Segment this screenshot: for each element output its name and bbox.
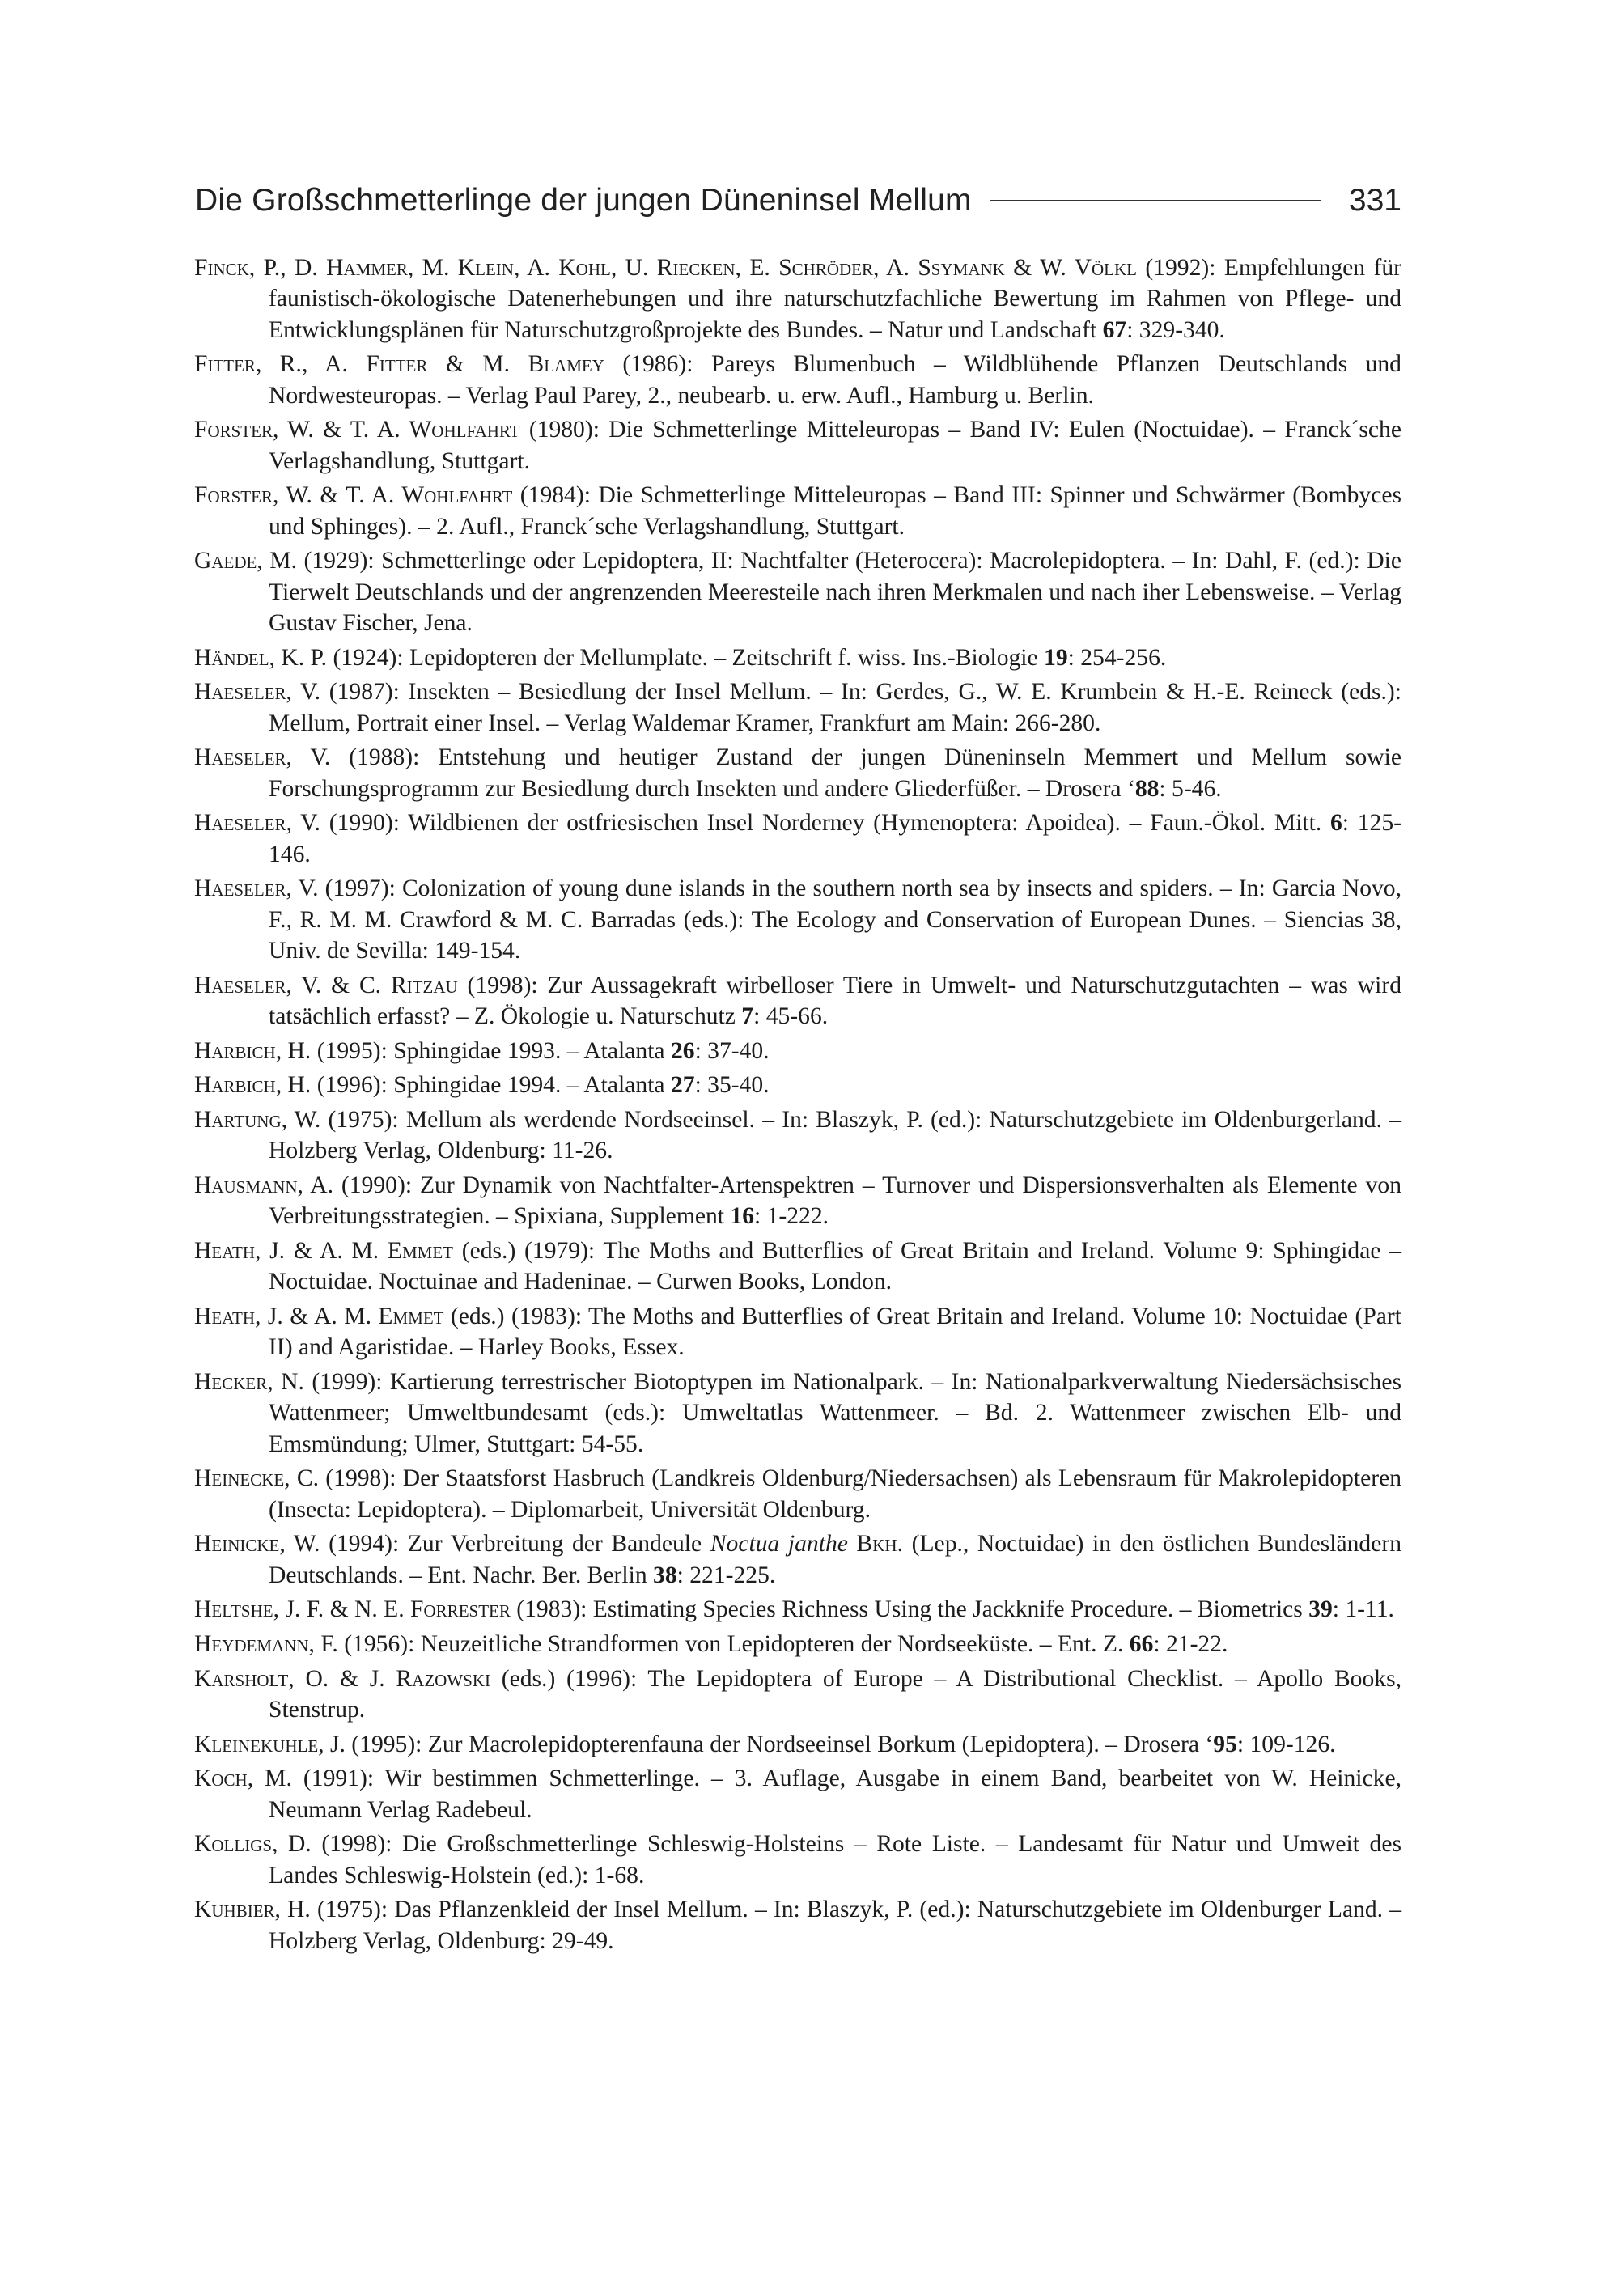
reference-text: (eds.) (1983): The Moths and Butterflies of Great Britain and Ireland. Volume 10: Noctuidae (Part II) and Agaristidae. – Harley Books, Essex. [269,1303,1401,1361]
reference-text: (eds.) (1996): The Lepidoptera of Europe – A Distributional Checklist. – Apollo Books, Stenstrup. [269,1665,1401,1723]
reference-entry [194,1729,1401,1760]
reference-entry [194,642,1401,673]
reference-volume: 19 [1044,644,1068,671]
reference-pages: : 125-146. [269,810,1401,867]
reference-volume: 95 [1213,1731,1237,1757]
reference-author: Fitter, R., A. Fitter & M. Blamey [194,351,604,378]
reference-text: (1992): Empfehlungen für faunistisch-ökologische Datenerhebungen und ihre naturschutzfachliche Bewertung im Rahmen von Pflege- und Entwicklungsplänen für Naturschutzgroßprojekte des Bundes. – Natur und Landschaft [269,255,1402,343]
reference-pages: : 1-222. [753,1203,829,1230]
reference-entry [194,1367,1402,1460]
reference-text: (1999): Kartierung terrestrischer Biotoptypen im Nationalpark. – In: Nationalparkverwaltung Niedersächsisches Wattenmeer; Umweltbundesamt (eds.): Umweltatlas Wattenmeer. – Bd. 2. Wattenmeer zwischen Elb- und Emsmündung; Ulmer, Stuttgart: 54-55. [269,1369,1402,1457]
reference-text: (1991): Wir bestimmen Schmetterlinge. – 3. Auflage, Ausgabe in einem Band, bearbeitet von W. Heinicke, Neumann Verlag Radebeul. [269,1765,1401,1823]
reference-entry [194,1594,1401,1625]
reference-volume: 27 [670,1072,695,1099]
reference-text: (1984): Die Schmetterlinge Mitteleuropas – Band III: Spinner und Schwärmer (Bombyces und Sphinges). – 2. Aufl., Franck´sche Verlagshandlung, Stuttgart. [269,482,1401,540]
reference-author: Finck, P., D. Hammer, M. Klein, A. Kohl, U. Riecken, E. Schröder, A. Ssymank & W. Völkl [194,255,1137,281]
reference-list [194,252,1402,1960]
reference-text: (1986): Pareys Blumenbuch – Wildblühende Pflanzen Deutschlands und Nordwesteuropas. – Verlag Paul Parey, 2., neubearb. u. erw. Aufl., Hamburg u. Berlin. [269,351,1401,409]
reference-entry [194,1763,1401,1825]
reference-pages: : 45-66. [753,1003,829,1030]
reference-text: (1997): Colonization of young dune islands in the southern north sea by insects and spiders. – In: Garcia Novo, F., R. M. M. Crawford & M. C. Barradas (eds.): The Ecology and Conservation of European Dunes. – Siencias 38, Univ. de Sevilla: 149-154. [269,875,1401,964]
reference-text: (1929): Schmetterlinge oder Lepidoptera, II: Nachtfalter (Heterocera): Macrolepidoptera. – In: Dahl, F. (ed.): Die Tierwelt Deutschlands und der angrenzenden Meeresteile nach ihren Merkmalen und nach iher Lebensweise. – Verlag Gustav Fischer, Jena. [269,548,1401,637]
reference-author: Harbich, H. [194,1037,312,1064]
running-title: Die Großschmetterlinge der jungen Düneninsel Mellum [195,183,972,218]
reference-pages: : 221-225. [676,1562,776,1588]
reference-pages: : 109-126. [1236,1731,1336,1757]
reference-text: (1988): Entstehung und heutiger Zustand der jungen Düneninseln Memmert und Mellum sowie Forschungsprogramm zur Besiedlung durch Insekten und andere Gliederfüßer. – Drosera ‘ [269,744,1401,802]
reference-entry [194,1894,1401,1956]
reference-entry [194,545,1401,638]
reference-author: Heinicke, W. [194,1531,320,1558]
reference-author: Forster, W. & T. A. Wohlfahrt [194,482,513,509]
page-number: 331 [1348,183,1401,218]
reference-text: (1924): Lepidopteren der Mellumplate. – Zeitschrift f. wiss. Ins.-Biologie [327,644,1045,671]
reference-author: Haeseler, V. [194,875,319,902]
reference-author: Haeseler, V. [194,810,321,837]
reference-text: (1980): Die Schmetterlinge Mitteleuropas – Band IV: Eulen (Noctuidae). – Franck´sche Verlagshandlung, Stuttgart. [269,417,1401,474]
running-header [195,176,1401,225]
reference-author: Heltshe, J. F. & N. E. Forrester [194,1596,511,1623]
reference-pages: : 5-46. [1159,775,1222,802]
reference-entry [194,1829,1401,1891]
reference-volume: 6 [1330,810,1342,837]
reference-author: Händel, K. P. [194,644,328,671]
reference-text: (1987): Insekten – Besiedlung der Insel Mellum. – In: Gerdes, G., W. E. Krumbein & H.-E. Reineck (eds.): Mellum, Portrait einer Insel. – Verlag Waldemar Kramer, Frankfurt am Main: 266-280. [269,679,1401,736]
reference-text: (1996): Sphingidae 1994. – Atalanta [311,1072,671,1099]
reference-text: (1990): Zur Dynamik von Nachtfalter-Artenspektren – Turnover und Dispersionsverhalten als Elemente von Verbreitungsstrategien. – Spixiana, Supplement [269,1172,1401,1230]
reference-pages: : 37-40. [694,1037,770,1064]
reference-pages: : 329-340. [1126,316,1225,343]
reference-entry [194,1629,1401,1659]
reference-entry [194,480,1401,542]
reference-entry [194,1301,1401,1363]
reference-author: Kuhbier, H. [194,1897,311,1923]
reference-author: Haeseler, V. [194,744,331,771]
reference-author: Kolligs, D. [194,1831,312,1858]
reference-taxon: Noctua janthe [710,1531,848,1558]
reference-entry [194,742,1401,804]
reference-text: (1998): Zur Aussagekraft wirbelloser Tiere in Umwelt- und Naturschutzgutachten – was wird tatsächlich erfasst? – Z. Ökologie u. Naturschutz [269,972,1401,1030]
header-rule [990,200,1321,201]
reference-entry [194,807,1401,870]
reference-entry [194,1528,1402,1591]
reference-author: Harbich, H. [194,1072,312,1099]
reference-author: Hartung, W. [194,1107,321,1133]
reference-author: Heydemann, F. [194,1631,338,1657]
reference-entry [194,414,1401,477]
reference-text: (1956): Neuzeitliche Strandformen von Lepidopteren der Nordseeküste. – Ent. Z. [337,1631,1130,1657]
reference-volume: 26 [670,1037,695,1064]
reference-volume: 39 [1308,1596,1333,1623]
reference-text: (1995): Sphingidae 1993. – Atalanta [311,1037,671,1064]
reference-pages: : 21-22. [1153,1631,1228,1657]
reference-entry [194,676,1401,739]
reference-entry [194,970,1401,1032]
reference-volume: 88 [1134,775,1160,802]
reference-author: Haeseler, V. & C. Ritzau [194,972,458,998]
reference-entry [194,349,1401,411]
reference-entry [194,873,1401,966]
reference-author: Forster, W. & T. A. Wohlfahrt [194,417,520,443]
reference-entry [194,1463,1401,1525]
reference-entry [194,1236,1402,1298]
reference-entry [194,1070,1401,1100]
reference-author: Karsholt, O. & J. Razowski [194,1665,490,1692]
reference-text: (1975): Mellum als werdende Nordseeinsel. – In: Blaszyk, P. (ed.): Naturschutzgebiete im Oldenburgerland. – Holzberg Verlag, Oldenburg: 11-26. [269,1107,1402,1164]
reference-entry [194,1170,1401,1232]
reference-author: Heath, J. & A. M. Emmet [194,1238,453,1264]
reference-entry [194,252,1402,345]
reference-text: (eds.) (1979): The Moths and Butterflies of Great Britain and Ireland. Volume 9: Sphingidae – Noctuidae. Noctuinae and Hadeninae. – Curwen Books, London. [269,1238,1402,1295]
reference-volume: 67 [1102,316,1127,343]
reference-text: (1995): Zur Macrolepidopterenfauna der Nordseeinsel Borkum (Lepidoptera). – Drosera ‘ [345,1731,1214,1757]
reference-author: Gaede, M. [194,548,297,574]
reference-author: Kleinekuhle, J. [194,1731,346,1757]
reference-text: (1990): Wildbienen der ostfriesischen Insel Norderney (Hymenoptera: Apoidea). – Faun.-Ökol. Mitt. [320,810,1330,837]
reference-volume: 16 [730,1203,754,1230]
reference-pages: : 1-11. [1332,1596,1394,1623]
reference-text: (1983): Estimating Species Richness Using the Jackknife Procedure. – Biometrics [510,1596,1309,1623]
reference-entry [194,1104,1402,1167]
reference-text: (1994): Zur Verbreitung der Bandeule [320,1531,710,1558]
reference-author: Haeseler, V. [194,679,321,706]
reference-text: (Lep., Noctuidae) in den östlichen Bundesländern Deutschlands. – Ent. Nachr. Ber. Berlin [269,1531,1402,1588]
reference-author: Hausmann, A. [194,1172,334,1198]
reference-entry [194,1036,1401,1066]
reference-volume: 7 [741,1003,754,1030]
reference-text: (1998): Die Großschmetterlinge Schleswig-Holsteins – Rote Liste. – Landesamt für Natur und Umweit des Landes Schleswig-Holstein (ed.): 1-68. [269,1831,1401,1888]
reference-volume: 66 [1129,1631,1154,1657]
reference-volume: 38 [653,1562,677,1588]
reference-author: Koch, M. [194,1765,292,1792]
reference-author: Heinecke, C. [194,1465,320,1492]
reference-author: Hecker, N. [194,1369,304,1395]
reference-author: Heath, J. & A. M. Emmet [194,1303,444,1329]
reference-pages: : 254-256. [1067,644,1167,671]
reference-text: (1998): Der Staatsforst Hasbruch (Landkreis Oldenburg/Niedersachsen) als Lebensraum für Makrolepidopteren (Insecta: Lepidoptera). – Diplomarbeit, Universität Oldenburg. [269,1465,1401,1523]
reference-text: (1975): Das Pflanzenkleid der Insel Mellum. – In: Blaszyk, P. (ed.): Naturschutzgebiete im Oldenburger Land. – Holzberg Verlag, Oldenburg: 29-49. [269,1897,1401,1954]
reference-pages: : 35-40. [694,1072,770,1099]
reference-entry [194,1664,1401,1726]
reference-author-abbr: Bkh. [847,1531,903,1558]
